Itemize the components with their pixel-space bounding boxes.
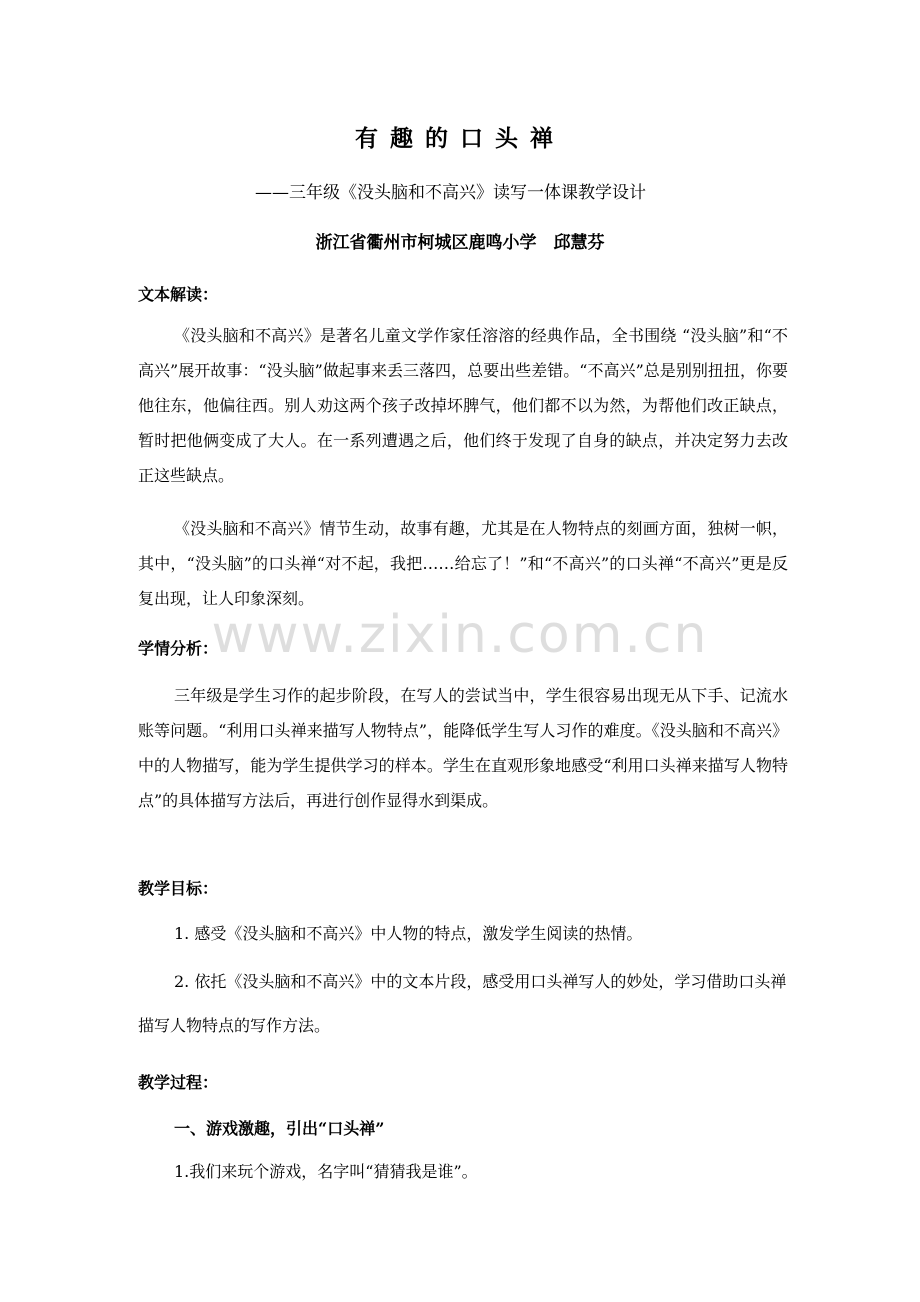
section-heading-text-reading: 文本解读：	[138, 285, 219, 304]
paragraph-text-reading-2: 《没头脑和不高兴》情节生动，故事有趣，尤其是在人物特点的刻画方面，独树一帜，其中，“没头脑”的口头禅“对不起，我把……给忘了！”和“不高兴”的口头禅“不高兴”更是反复出现，让人印象深刻。	[138, 519, 788, 608]
document-subtitle: ——三年级《没头脑和不高兴》读写一体课教学设计	[255, 183, 646, 203]
process-step-1: 1.我们来玩个游戏，名字叫“猜猜我是谁”。	[174, 1162, 478, 1181]
paragraph-text-reading-1: 《没头脑和不高兴》是著名儿童文学作家任溶溶的经典作品，全书围绕 “没头脑”和“不高兴”展开故事：“没头脑”做起事来丢三落四，总要出些差错。“不高兴”总是别别扭扭，你要他往东，他偏往西。别人劝这两个孩子改掉坏脾气，他们都不以为然，为帮他们改正缺点，暂时把他俩变成了大人。在一系列遭遇之后，他们终于发现了自身的缺点，并决定努力去改正这些缺点。	[138, 326, 788, 485]
document-title: 有趣的口头禅	[355, 125, 565, 152]
section-heading-learning-analysis: 学情分析：	[138, 639, 219, 658]
document-author: 浙江省衢州市柯城区鹿鸣小学 邱慧芬	[315, 233, 605, 253]
goal-item-2: 2. 依托《没头脑和不高兴》中的文本片段，感受用口头禅写人的妙处，学习借助口头禅描写人物特点的写作方法。	[138, 972, 787, 1035]
process-subheading-1: 一、游戏激趣，引出“口头禅”	[174, 1119, 385, 1138]
paragraph-learning-analysis-1: 三年级是学生习作的起步阶段，在写人的尝试当中，学生很容易出现无从下手、记流水账等问题。“利用口头禅来描写人物特点”，能降低学生写人习作的难度。《没头脑和不高兴》中的人物描写，能为学生提供学习的样本。学生在直观形象地感受“利用口头禅来描写人物特点”的具体描写方法后，再进行创作显得水到渠成。	[138, 686, 788, 810]
watermark: www.zixin.com.cn	[211, 605, 709, 665]
section-heading-process: 教学过程：	[138, 1073, 219, 1092]
section-heading-goals: 教学目标：	[138, 879, 219, 898]
goal-item-1: 1. 感受《没头脑和不高兴》中人物的特点，激发学生阅读的热情。	[174, 924, 643, 943]
